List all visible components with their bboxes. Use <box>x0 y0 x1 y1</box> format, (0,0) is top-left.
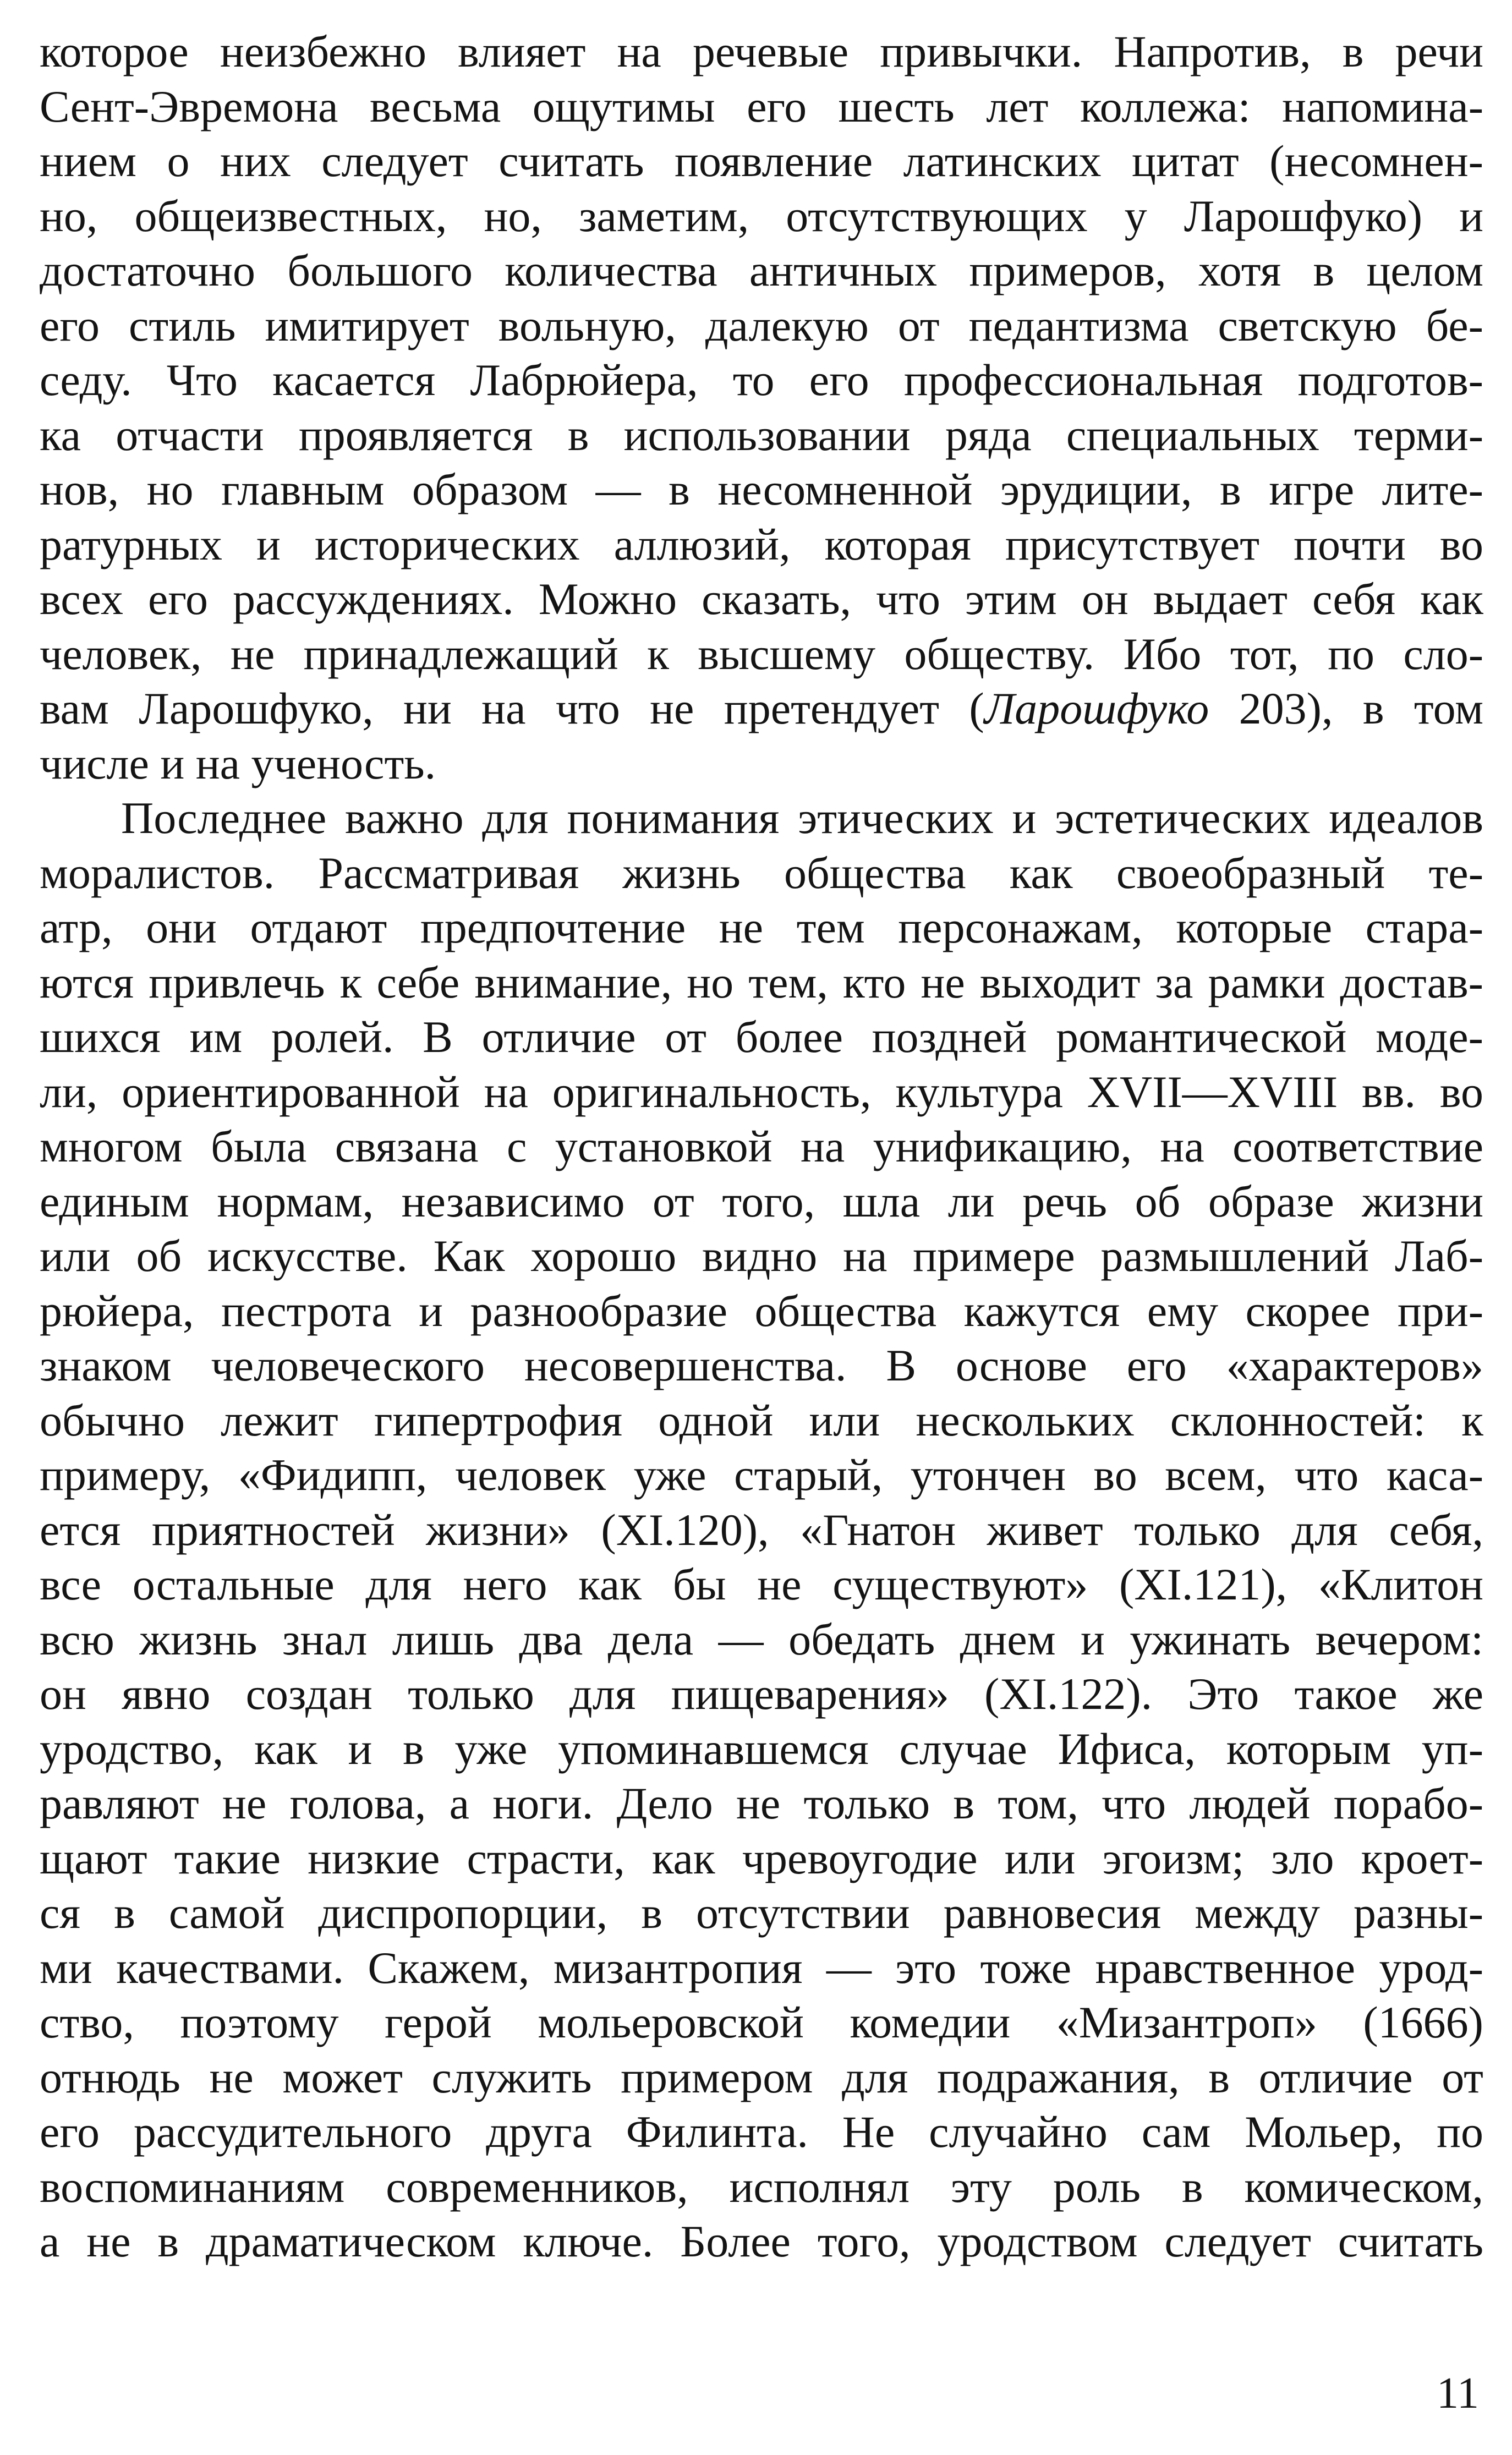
paragraph-2 <box>40 791 1483 2269</box>
page-number: 11 <box>1436 2369 1479 2418</box>
text-line: атр, они отдают предпочтение не тем персонажам, которые стара- <box>40 902 1483 952</box>
text-line: но, общеизвестных, но, заметим, отсутствующих у Ларошфуко) и <box>40 190 1483 241</box>
citation-author: Ларошфуко <box>984 683 1209 733</box>
text-line: его рассудительного друга Филинта. Не случайно сам Мольер, по <box>40 2107 1483 2157</box>
text-line: моралистов. Рассматривая жизнь общества как своеобразный те- <box>40 847 1483 898</box>
text-line: всех его рассуждениях. Можно сказать, что этим он выдает себя как <box>40 574 1483 624</box>
paragraph-1 <box>40 24 1483 791</box>
text-line: щают такие низкие страсти, как чревоугодие или эгоизм; зло кроет- <box>40 1833 1483 1883</box>
text-line: ство, поэтому герой мольеровской комедии «Мизантроп» (1666) <box>40 1997 1483 2047</box>
text-line: уродство, как и в уже упоминавшемся случае Ифиса, которым уп- <box>40 1723 1483 1774</box>
text-line: ся в самой диспропорции, в отсутствии равновесия между разны- <box>40 1888 1483 1938</box>
text-line: примеру, «Фидипп, человек уже старый, утончен во всем, что каса- <box>40 1450 1483 1500</box>
text-line: а не в драматическом ключе. Более того, уродством следует считать <box>40 2216 1483 2266</box>
text-line: отнюдь не может служить примером для подражания, в отличие от <box>40 2052 1483 2102</box>
text-line: ка отчасти проявляется в использовании ряда специальных терми- <box>40 409 1483 460</box>
text-line: Сент-Эвремона весьма ощутимы его шесть лет коллежа: напомина- <box>40 81 1483 131</box>
text-line: нием о них следует считать появление латинских цитат (несомнен- <box>40 136 1483 186</box>
text-line: ми качествами. Скажем, мизантропия — это тоже нравственное урод- <box>40 1942 1483 1993</box>
text-line: ратурных и исторических аллюзий, которая присутствует почти во <box>40 519 1483 569</box>
text-line: его стиль имитирует вольную, далекую от педантизма светскую бе- <box>40 300 1483 350</box>
text-line: все остальные для него как бы не существуют» (XI.121), «Клитон <box>40 1559 1483 1609</box>
text-line: шихся им ролей. В отличие от более поздней романтической моде- <box>40 1012 1483 1062</box>
text-line: обычно лежит гипертрофия одной или нескольких склонностей: к <box>40 1395 1483 1445</box>
text-line: нов, но главным образом — в несомненной эрудиции, в игре лите- <box>40 464 1483 514</box>
text-line: единым нормам, независимо от того, шла ли речь об образе жизни <box>40 1176 1483 1226</box>
text-line: воспоминаниям современников, исполнял эту роль в комическом, <box>40 2161 1483 2212</box>
text-line: знаком человеческого несовершенства. В основе его «характеров» <box>40 1340 1483 1390</box>
text-line: Последнее важно для понимания этических и эстетических идеалов <box>121 793 1483 843</box>
text-line: всю жизнь знал лишь два дела — обедать днем и ужинать вечером: <box>40 1614 1483 1664</box>
text-line: или об искусстве. Как хорошо видно на примере размышлений Лаб- <box>40 1231 1483 1281</box>
text-line: числе и на ученость. <box>40 738 436 788</box>
text-line: седу. Что касается Лабрюйера, то его профессиональная подготов- <box>40 355 1483 405</box>
text-line: которое неизбежно влияет на речевые привычки. Напротив, в речи <box>40 26 1483 76</box>
text-line: ются привлечь к себе внимание, но тем, кто не выходит за рамки достав- <box>40 957 1483 1007</box>
body-text <box>40 24 1483 2269</box>
text-line: достаточно большого количества античных примеров, хотя в целом <box>40 245 1483 295</box>
text-line: многом была связана с установкой на унификацию, на соответствие <box>40 1121 1483 1171</box>
text-line: равляют не голова, а ноги. Дело не только в том, что людей порабо- <box>40 1778 1483 1828</box>
text-line: человек, не принадлежащий к высшему обществу. Ибо тот, по сло- <box>40 628 1483 679</box>
citation-prefix: вам Ларошфуко, ни на что не претендует ( <box>40 683 984 733</box>
text-line: он явно создан только для пищеварения» (XI.122). Это такое же <box>40 1669 1483 1719</box>
citation-suffix: 203), в том <box>1209 683 1483 733</box>
text-line-with-citation <box>40 681 1483 736</box>
text-line: рюйера, пестрота и разнообразие общества кажутся ему скорее при- <box>40 1285 1483 1336</box>
text-line: ется приятностей жизни» (XI.120), «Гнатон живет только для себя, <box>40 1504 1483 1555</box>
text-line: ли, ориентированной на оригинальность, культура XVII—XVIII вв. во <box>40 1066 1483 1117</box>
